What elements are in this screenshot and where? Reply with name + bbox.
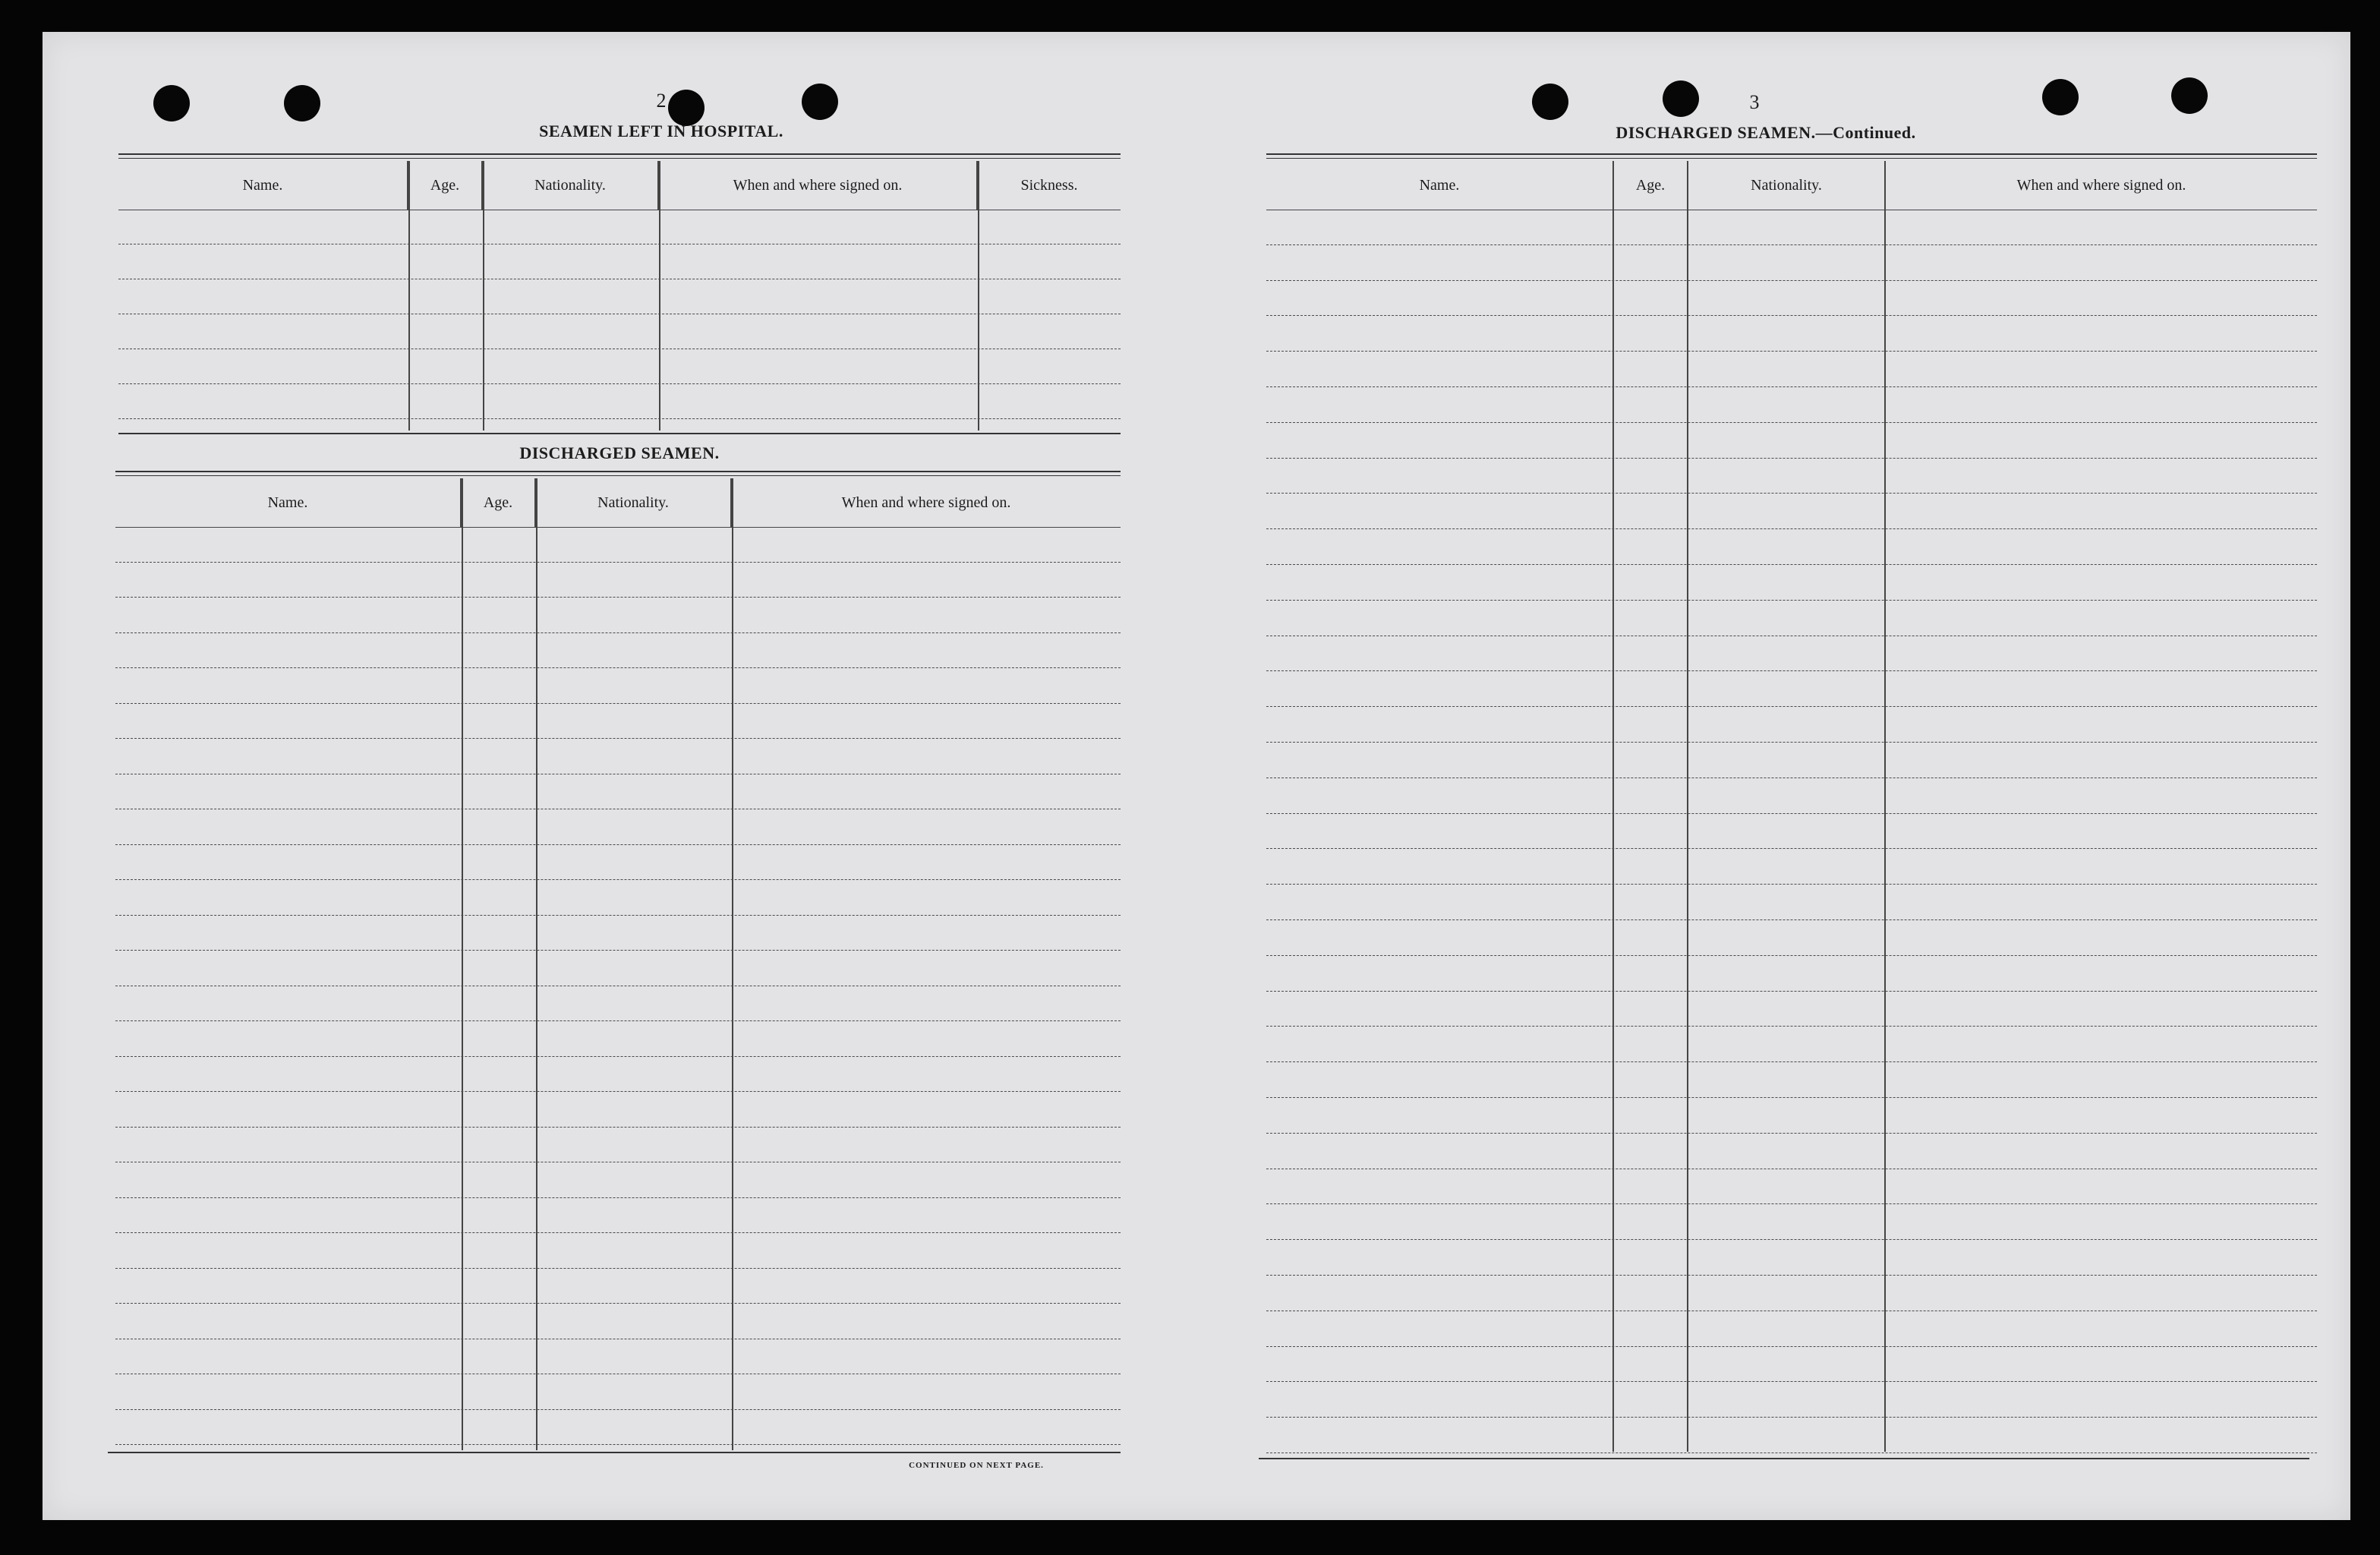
blank-entry-row	[1266, 1311, 2317, 1347]
blank-entry-row	[115, 704, 1121, 740]
blank-entry-row	[1266, 281, 2317, 317]
blank-entry-row	[1266, 245, 2317, 281]
top-double-rule-left	[118, 153, 1121, 155]
blank-entry-row	[1266, 1204, 2317, 1240]
blank-entry-row	[1266, 956, 2317, 992]
blank-entry-row	[1266, 1240, 2317, 1276]
blank-entry-row	[1266, 1098, 2317, 1134]
discharged-table-right	[1266, 161, 2317, 1452]
blank-entry-row	[1266, 671, 2317, 707]
blank-entry-row	[1266, 743, 2317, 778]
section-rule	[118, 433, 1121, 434]
blank-entry-row	[115, 668, 1121, 704]
discharged-rows-left	[115, 527, 1121, 1445]
punch-hole	[284, 85, 320, 121]
blank-entry-row	[1266, 459, 2317, 494]
blank-entry-row	[115, 880, 1121, 916]
discharged-section-title: DISCHARGED SEAMEN.	[519, 443, 720, 462]
col-header-age: Age.	[408, 161, 483, 210]
punch-hole	[1532, 84, 1568, 120]
blank-entry-row	[115, 633, 1121, 669]
blank-entry-row	[118, 279, 1121, 314]
discharged-rows-right	[1266, 210, 2317, 1453]
blank-entry-row	[1266, 992, 2317, 1027]
blank-entry-row	[1266, 601, 2317, 636]
blank-entry-row	[115, 1410, 1121, 1446]
blank-entry-row	[1266, 814, 2317, 850]
blank-entry-row	[1266, 1382, 2317, 1418]
blank-entry-row	[115, 1092, 1121, 1128]
blank-entry-row	[1266, 636, 2317, 672]
blank-entry-row	[118, 210, 1121, 244]
blank-entry-row	[115, 1233, 1121, 1269]
col-header-name: Name.	[1266, 161, 1614, 210]
blank-entry-row	[1266, 920, 2317, 956]
punch-hole	[2042, 79, 2079, 115]
hospital-rows	[118, 210, 1121, 419]
blank-entry-row	[115, 1057, 1121, 1093]
blank-entry-row	[115, 916, 1121, 951]
discharged-table-left	[115, 478, 1121, 1450]
ledger-spread	[43, 32, 2350, 1520]
blank-entry-row	[115, 1128, 1121, 1163]
blank-entry-row	[1266, 494, 2317, 529]
blank-entry-row	[1266, 423, 2317, 459]
blank-entry-row	[1266, 1276, 2317, 1311]
blank-entry-row	[118, 314, 1121, 349]
blank-entry-row	[1266, 1347, 2317, 1383]
blank-entry-row	[118, 384, 1121, 419]
hospital-section-title: SEAMEN LEFT IN HOSPITAL.	[539, 121, 783, 140]
section-double-rule	[115, 475, 1121, 476]
blank-entry-row	[1266, 316, 2317, 352]
col-header-when-where: When and where signed on.	[841, 494, 1011, 511]
punch-hole	[2171, 77, 2208, 114]
blank-entry-row	[1266, 529, 2317, 565]
blank-entry-row	[1266, 778, 2317, 814]
top-double-rule-right	[1266, 158, 2317, 159]
discharged-continued-title: DISCHARGED SEAMEN.—Continued.	[1616, 123, 1916, 142]
blank-entry-row	[1266, 1062, 2317, 1098]
blank-entry-row	[115, 845, 1121, 881]
blank-entry-row	[1266, 1027, 2317, 1062]
blank-entry-row	[115, 1021, 1121, 1057]
blank-entry-row	[115, 1198, 1121, 1234]
page-number-right: 3	[1749, 91, 1760, 113]
blank-entry-row	[115, 986, 1121, 1022]
blank-entry-row	[118, 349, 1121, 384]
hospital-table	[118, 161, 1121, 431]
col-header-name: Name.	[115, 478, 462, 527]
col-header-sickness: Sickness.	[1020, 176, 1078, 194]
col-header-age: Age.	[462, 478, 536, 527]
punch-hole	[802, 84, 838, 120]
page-number-left: 2	[656, 90, 667, 112]
col-header-name: Name.	[118, 161, 408, 210]
blank-entry-row	[1266, 1134, 2317, 1169]
blank-entry-row	[115, 1304, 1121, 1339]
blank-entry-row	[115, 1339, 1121, 1375]
col-header-when-where: When and where signed on.	[659, 161, 978, 210]
blank-entry-row	[115, 1162, 1121, 1198]
blank-entry-row	[115, 563, 1121, 598]
blank-entry-row	[1266, 210, 2317, 245]
blank-entry-row	[1266, 707, 2317, 743]
bottom-rule-left	[108, 1452, 1121, 1453]
blank-entry-row	[1266, 565, 2317, 601]
blank-entry-row	[115, 809, 1121, 845]
blank-entry-row	[1266, 849, 2317, 885]
section-double-rule	[115, 471, 1121, 472]
blank-entry-row	[115, 774, 1121, 810]
blank-entry-row	[115, 1269, 1121, 1304]
blank-entry-row	[115, 951, 1121, 986]
blank-entry-row	[1266, 1169, 2317, 1205]
blank-entry-row	[115, 598, 1121, 633]
punch-hole	[1663, 80, 1699, 117]
top-double-rule-left	[118, 158, 1121, 159]
top-double-rule-right	[1266, 153, 2317, 155]
col-header-age: Age.	[1614, 161, 1688, 210]
blank-entry-row	[115, 527, 1121, 563]
blank-entry-row	[1266, 352, 2317, 387]
col-header-nationality: Nationality.	[483, 161, 659, 210]
bottom-rule-right	[1259, 1458, 2309, 1459]
blank-entry-row	[115, 1374, 1121, 1410]
punch-hole	[153, 85, 190, 121]
col-header-nationality: Nationality.	[536, 478, 732, 527]
col-header-nationality: Nationality.	[1688, 161, 1886, 210]
blank-entry-row	[118, 244, 1121, 279]
blank-entry-row	[115, 739, 1121, 774]
blank-entry-row	[1266, 387, 2317, 423]
blank-entry-row	[1266, 1418, 2317, 1453]
continued-footer: CONTINUED ON NEXT PAGE.	[909, 1461, 1044, 1470]
blank-entry-row	[1266, 885, 2317, 920]
col-header-when-where: When and where signed on.	[2016, 176, 2186, 194]
